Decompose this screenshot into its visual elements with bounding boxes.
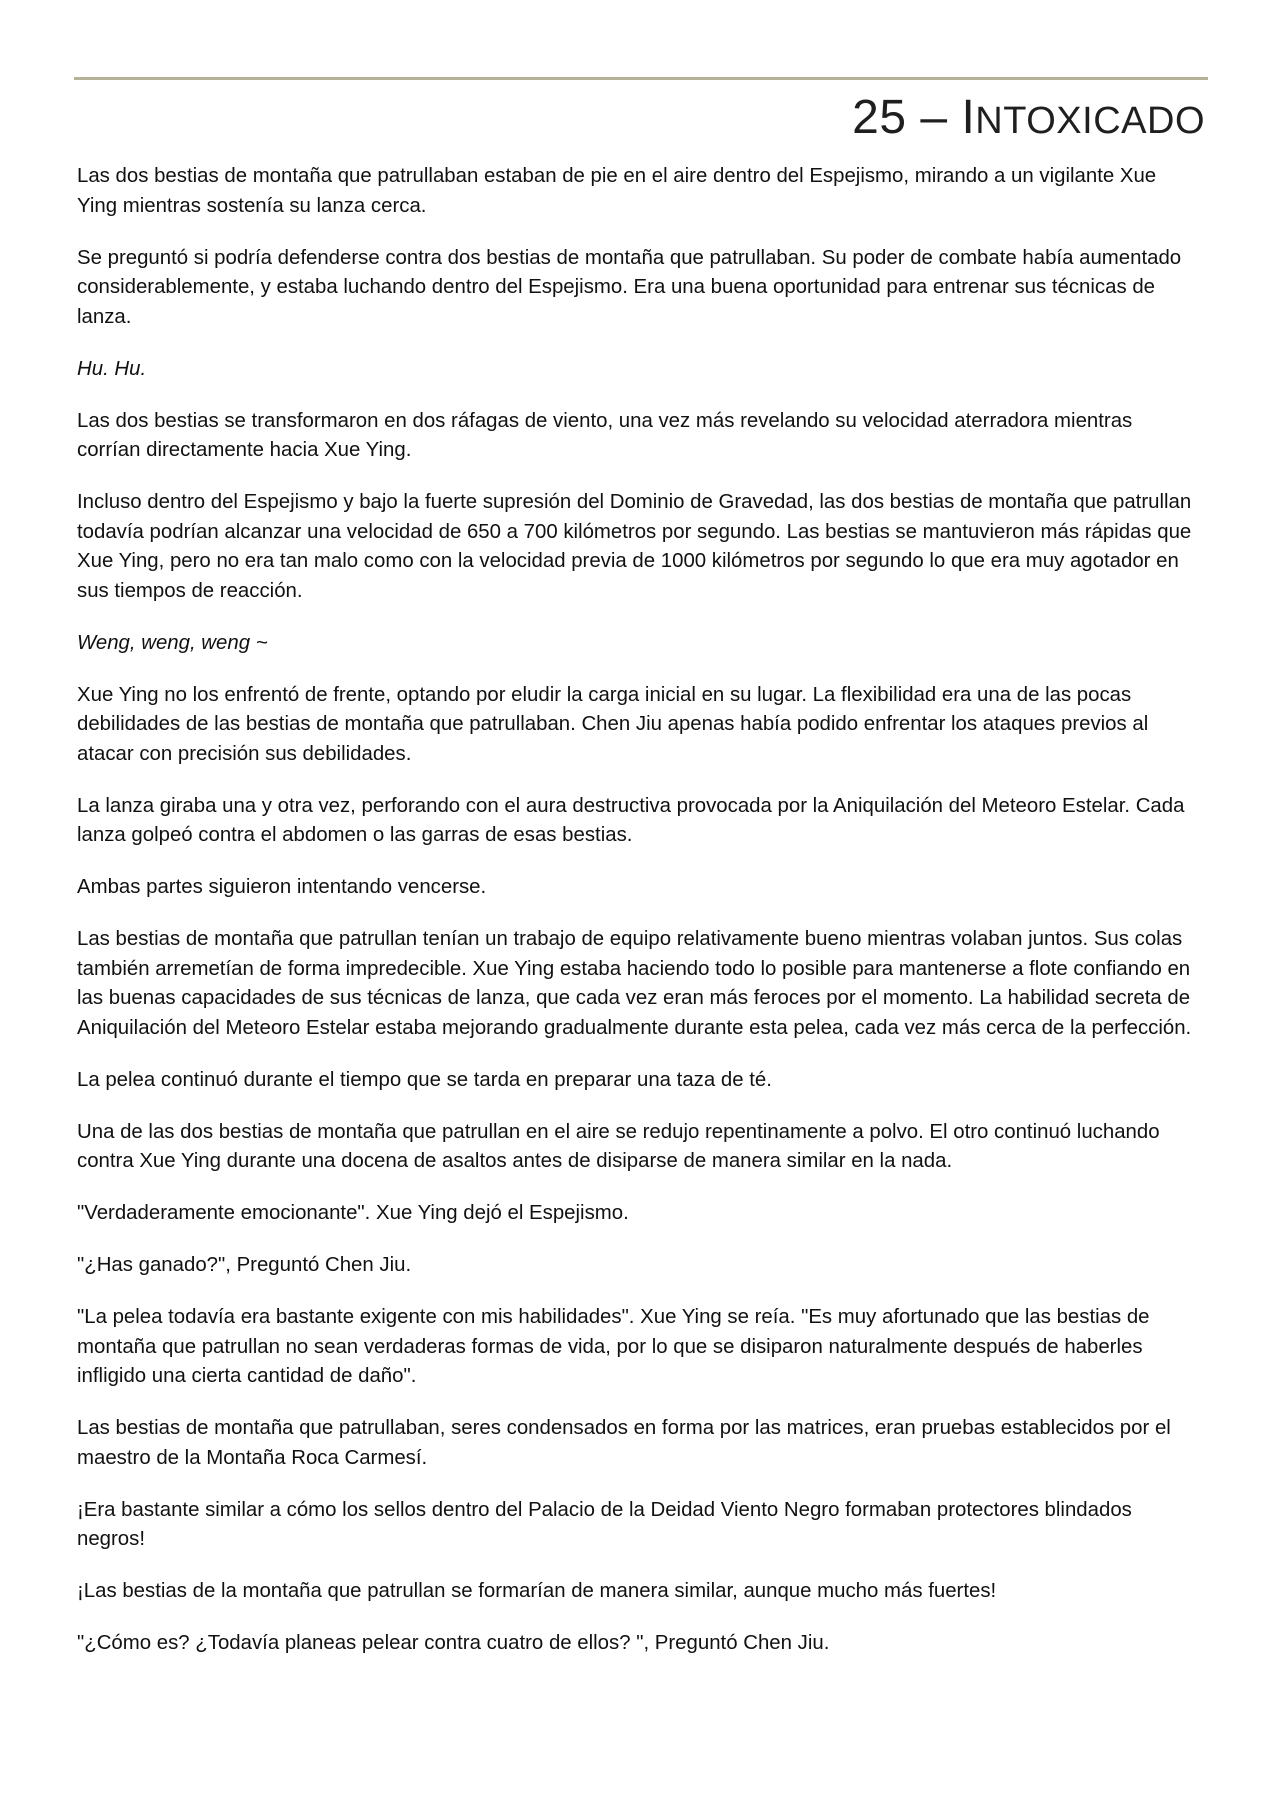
paragraph: La pelea continuó durante el tiempo que se tarda en preparar una taza de té.	[77, 1068, 772, 1091]
chapter-body	[77, 162, 1197, 1681]
paragraph: ¡Las bestias de la montaña que patrullan se formarían de manera similar, aunque mucho más fuertes!	[77, 1580, 997, 1602]
paragraph-italic: Weng, weng, weng ~	[77, 631, 268, 654]
paragraph: ¡Era bastante similar a cómo los sellos dentro del Palacio de la Deidad Viento Negro formaban protectores blindados negros!	[77, 1498, 1132, 1550]
paragraph: La lanza giraba una y otra vez, perforando con el aura destructiva provocada por la Aniquilación del Meteoro Estelar. Cada lanza golpeó contra el abdomen o las garras de esas bestias.	[77, 794, 1185, 846]
chapter-title	[852, 88, 1205, 151]
paragraph: Las bestias de montaña que patrullan tenían un trabajo de equipo relativamente bueno mientras volaban juntos. Sus colas también arremetían de forma impredecible. Xue Ying estaba haciendo todo lo posible para mantenerse a flote confiando en las buenas capacidades de sus técnicas de lanza, que cada vez eran más feroces por el momento. La habilidad secreta de Aniquilación del Meteoro Estelar estaba mejorando gradualmente durante esta pelea, cada vez más cerca de la perfección.	[77, 928, 1192, 1039]
paragraph: Incluso dentro del Espejismo y bajo la fuerte supresión del Dominio de Gravedad, las dos bestias de montaña que patrullan todavía podrían alcanzar una velocidad de 650 a 700 kilómetros por segundo. Las bestias se mantuvieron más rápidas que Xue Ying, pero no era tan malo como con la velocidad previa de 1000 kilómetros por segundo lo que era muy agotador en sus tiempos de reacción.	[77, 491, 1192, 602]
paragraph: Las bestias de montaña que patrullaban, seres condensados en forma por las matrices, eran pruebas establecidos por el maestro de la Montaña Roca Carmesí.	[77, 1417, 1171, 1469]
paragraph: "¿Cómo es? ¿Todavía planeas pelear contra cuatro de ellos? ", Preguntó Chen Jiu.	[77, 1632, 830, 1654]
header-rule	[74, 77, 1208, 80]
paragraph-italic: Hu. Hu.	[77, 357, 147, 380]
chapter-title-initial: I	[961, 91, 976, 144]
paragraph: Xue Ying no los enfrentó de frente, optando por eludir la carga inicial en su lugar. La flexibilidad era una de las pocas debilidades de las bestias de montaña que patrullaban. Chen Jiu apenas había podido enfrentar los ataques previos al atacar con precisión sus debilidades.	[77, 683, 1149, 765]
paragraph: "Verdaderamente emocionante". Xue Ying dejó el Espejismo.	[77, 1202, 629, 1224]
paragraph: Las dos bestias se transformaron en dos ráfagas de viento, una vez más revelando su velocidad aterradora mientras corrían directamente hacia Xue Ying.	[77, 409, 1133, 461]
chapter-number: 25	[852, 91, 907, 144]
paragraph: Ambas partes siguieron intentando vencerse.	[77, 876, 487, 898]
paragraph: Las dos bestias de montaña que patrullaban estaban de pie en el aire dentro del Espejismo, mirando a un vigilante Xue Ying mientras sostenía su lanza cerca.	[77, 165, 1157, 217]
paragraph: "¿Has ganado?", Preguntó Chen Jiu.	[77, 1254, 412, 1276]
chapter-title-rest: NTOXICADO	[975, 100, 1205, 142]
paragraph: Una de las dos bestias de montaña que patrullan en el aire se redujo repentinamente a polvo. El otro continuó luchando contra Xue Ying durante una docena de asaltos antes de disiparse de manera similar en la nada.	[77, 1120, 1160, 1172]
chapter-dash: –	[920, 91, 948, 144]
paragraph: Se preguntó si podría defenderse contra dos bestias de montaña que patrullaban. Su poder de combate había aumentado considerablemente, y estaba luchando dentro del Espejismo. Era una buena oportunidad para entrenar sus técnicas de lanza.	[77, 246, 1182, 328]
paragraph: "La pelea todavía era bastante exigente con mis habilidades". Xue Ying se reía. "Es muy afortunado que las bestias de montaña que patrullan no sean verdaderas formas de vida, por lo que se disiparon naturalmente después de haberles infligido una cierta cantidad de daño".	[77, 1306, 1150, 1387]
